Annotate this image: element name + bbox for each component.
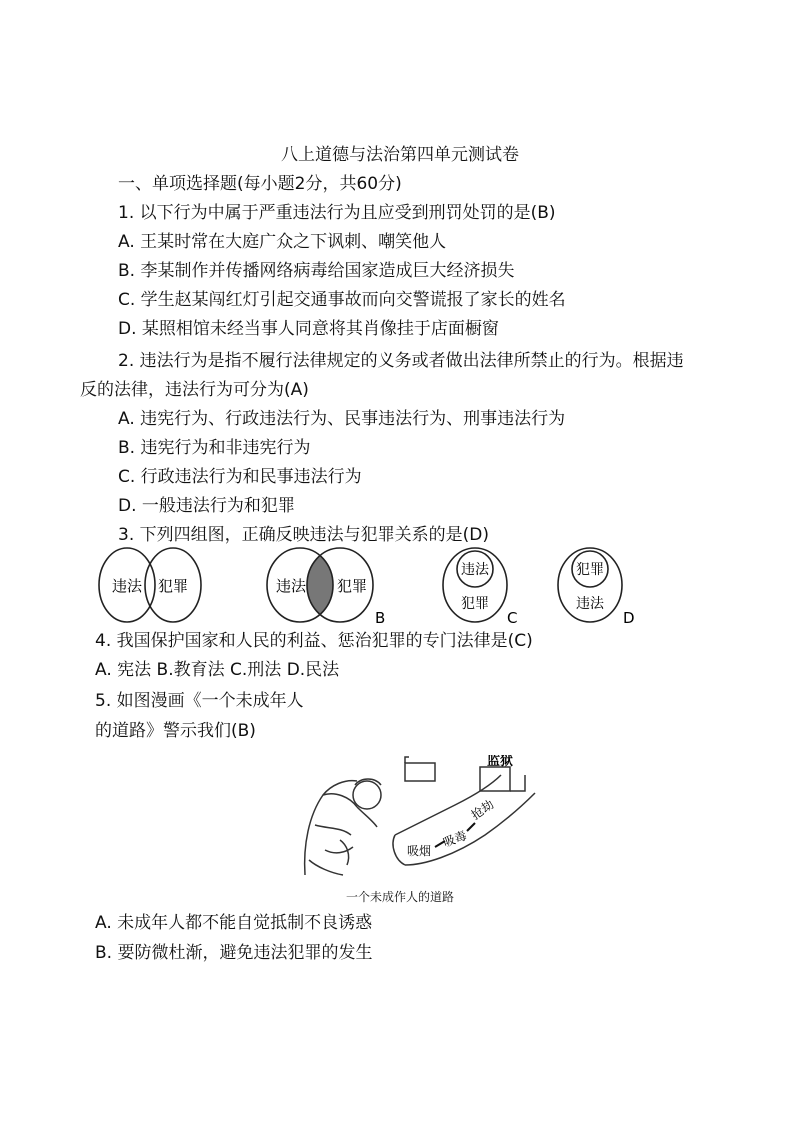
question-3-stem: 3. 下列四组图，正确反映违法与犯罪关系的是(D) [118, 525, 489, 545]
venn-d-label-illegal: 违法 [576, 596, 604, 612]
question-1-stem: 1. 以下行为中属于严重违法行为且应受到刑罚处罚的是(B) [118, 203, 556, 223]
question-2-option-a: A. 违宪行为、行政违法行为、民事违法行为、刑事违法行为 [118, 409, 566, 429]
question-1-option-b: B. 李某制作并传播网络病毒给国家造成巨大经济损失 [118, 261, 515, 281]
question-2-option-b: B. 违宪行为和非违宪行为 [118, 438, 311, 458]
venn-c-label-crime: 犯罪 [461, 596, 489, 612]
venn-option-c [443, 548, 517, 627]
question-1-option-d: D. 某照相馆未经当事人同意将其肖像挂于店面橱窗 [118, 319, 499, 339]
question-2-option-c: C. 行政违法行为和民事违法行为 [118, 467, 362, 487]
smoke-label: 吸烟 [407, 844, 432, 858]
venn-d-label-crime: 犯罪 [576, 562, 604, 578]
question-5-option-b: B. 要防微杜渐，避免违法犯罪的发生 [95, 943, 373, 963]
venn-c-letter: C [507, 609, 518, 627]
cartoon-caption: 一个未成作人的道路 [345, 890, 454, 904]
question-5-stem-line2: 的道路》警示我们(B) [95, 721, 256, 741]
question-1-option-c: C. 学生赵某闯红灯引起交通事故而向交警谎报了家长的姓名 [118, 290, 566, 310]
venn-c-label-illegal: 违法 [461, 562, 489, 578]
robbery-label: 抢劫 [468, 797, 497, 823]
venn-diagram-options [95, 545, 655, 630]
person-figure [305, 779, 381, 875]
venn-option-b [267, 548, 385, 627]
arrow-icon [467, 823, 475, 831]
venn-a-label-crime: 犯罪 [157, 577, 189, 595]
question-4-stem: 4. 我国保护国家和人民的利益、惩治犯罪的专门法律是(C) [95, 631, 533, 651]
venn-option-a [99, 548, 201, 622]
cartoon-minor-road [295, 755, 545, 880]
question-5-stem-line1: 5. 如图漫画《一个未成年人 [95, 691, 304, 711]
question-5-option-a: A. 未成年人都不能自觉抵制不良诱惑 [95, 913, 373, 933]
venn-d-letter: D [623, 609, 635, 627]
question-4-options: A. 宪法 B.教育法 C.刑法 D.民法 [95, 660, 340, 680]
venn-b-label-illegal: 违法 [275, 577, 307, 595]
venn-b-letter: B [375, 609, 386, 627]
drugs-label: 吸毒 [441, 828, 469, 850]
venn-b-label-crime: 犯罪 [336, 577, 368, 595]
page-title: 八上道德与法治第四单元测试卷 [281, 145, 519, 165]
question-2-stem-line2: 反的法律，违法行为可分为(A) [80, 380, 309, 400]
prison-label: 监狱 [487, 755, 514, 769]
venn-option-d [558, 548, 635, 627]
section-heading: 一、单项选择题(每小题2分，共60分) [118, 174, 402, 194]
venn-a-label-illegal: 违法 [111, 577, 143, 595]
question-1-option-a: A. 王某时常在大庭广众之下讽刺、嘲笑他人 [118, 232, 447, 252]
question-2-option-d: D. 一般违法行为和犯罪 [118, 496, 295, 516]
question-2-stem-line1: 2. 违法行为是指不履行法律规定的义务或者做出法律所禁止的行为。根据违 [118, 351, 684, 371]
